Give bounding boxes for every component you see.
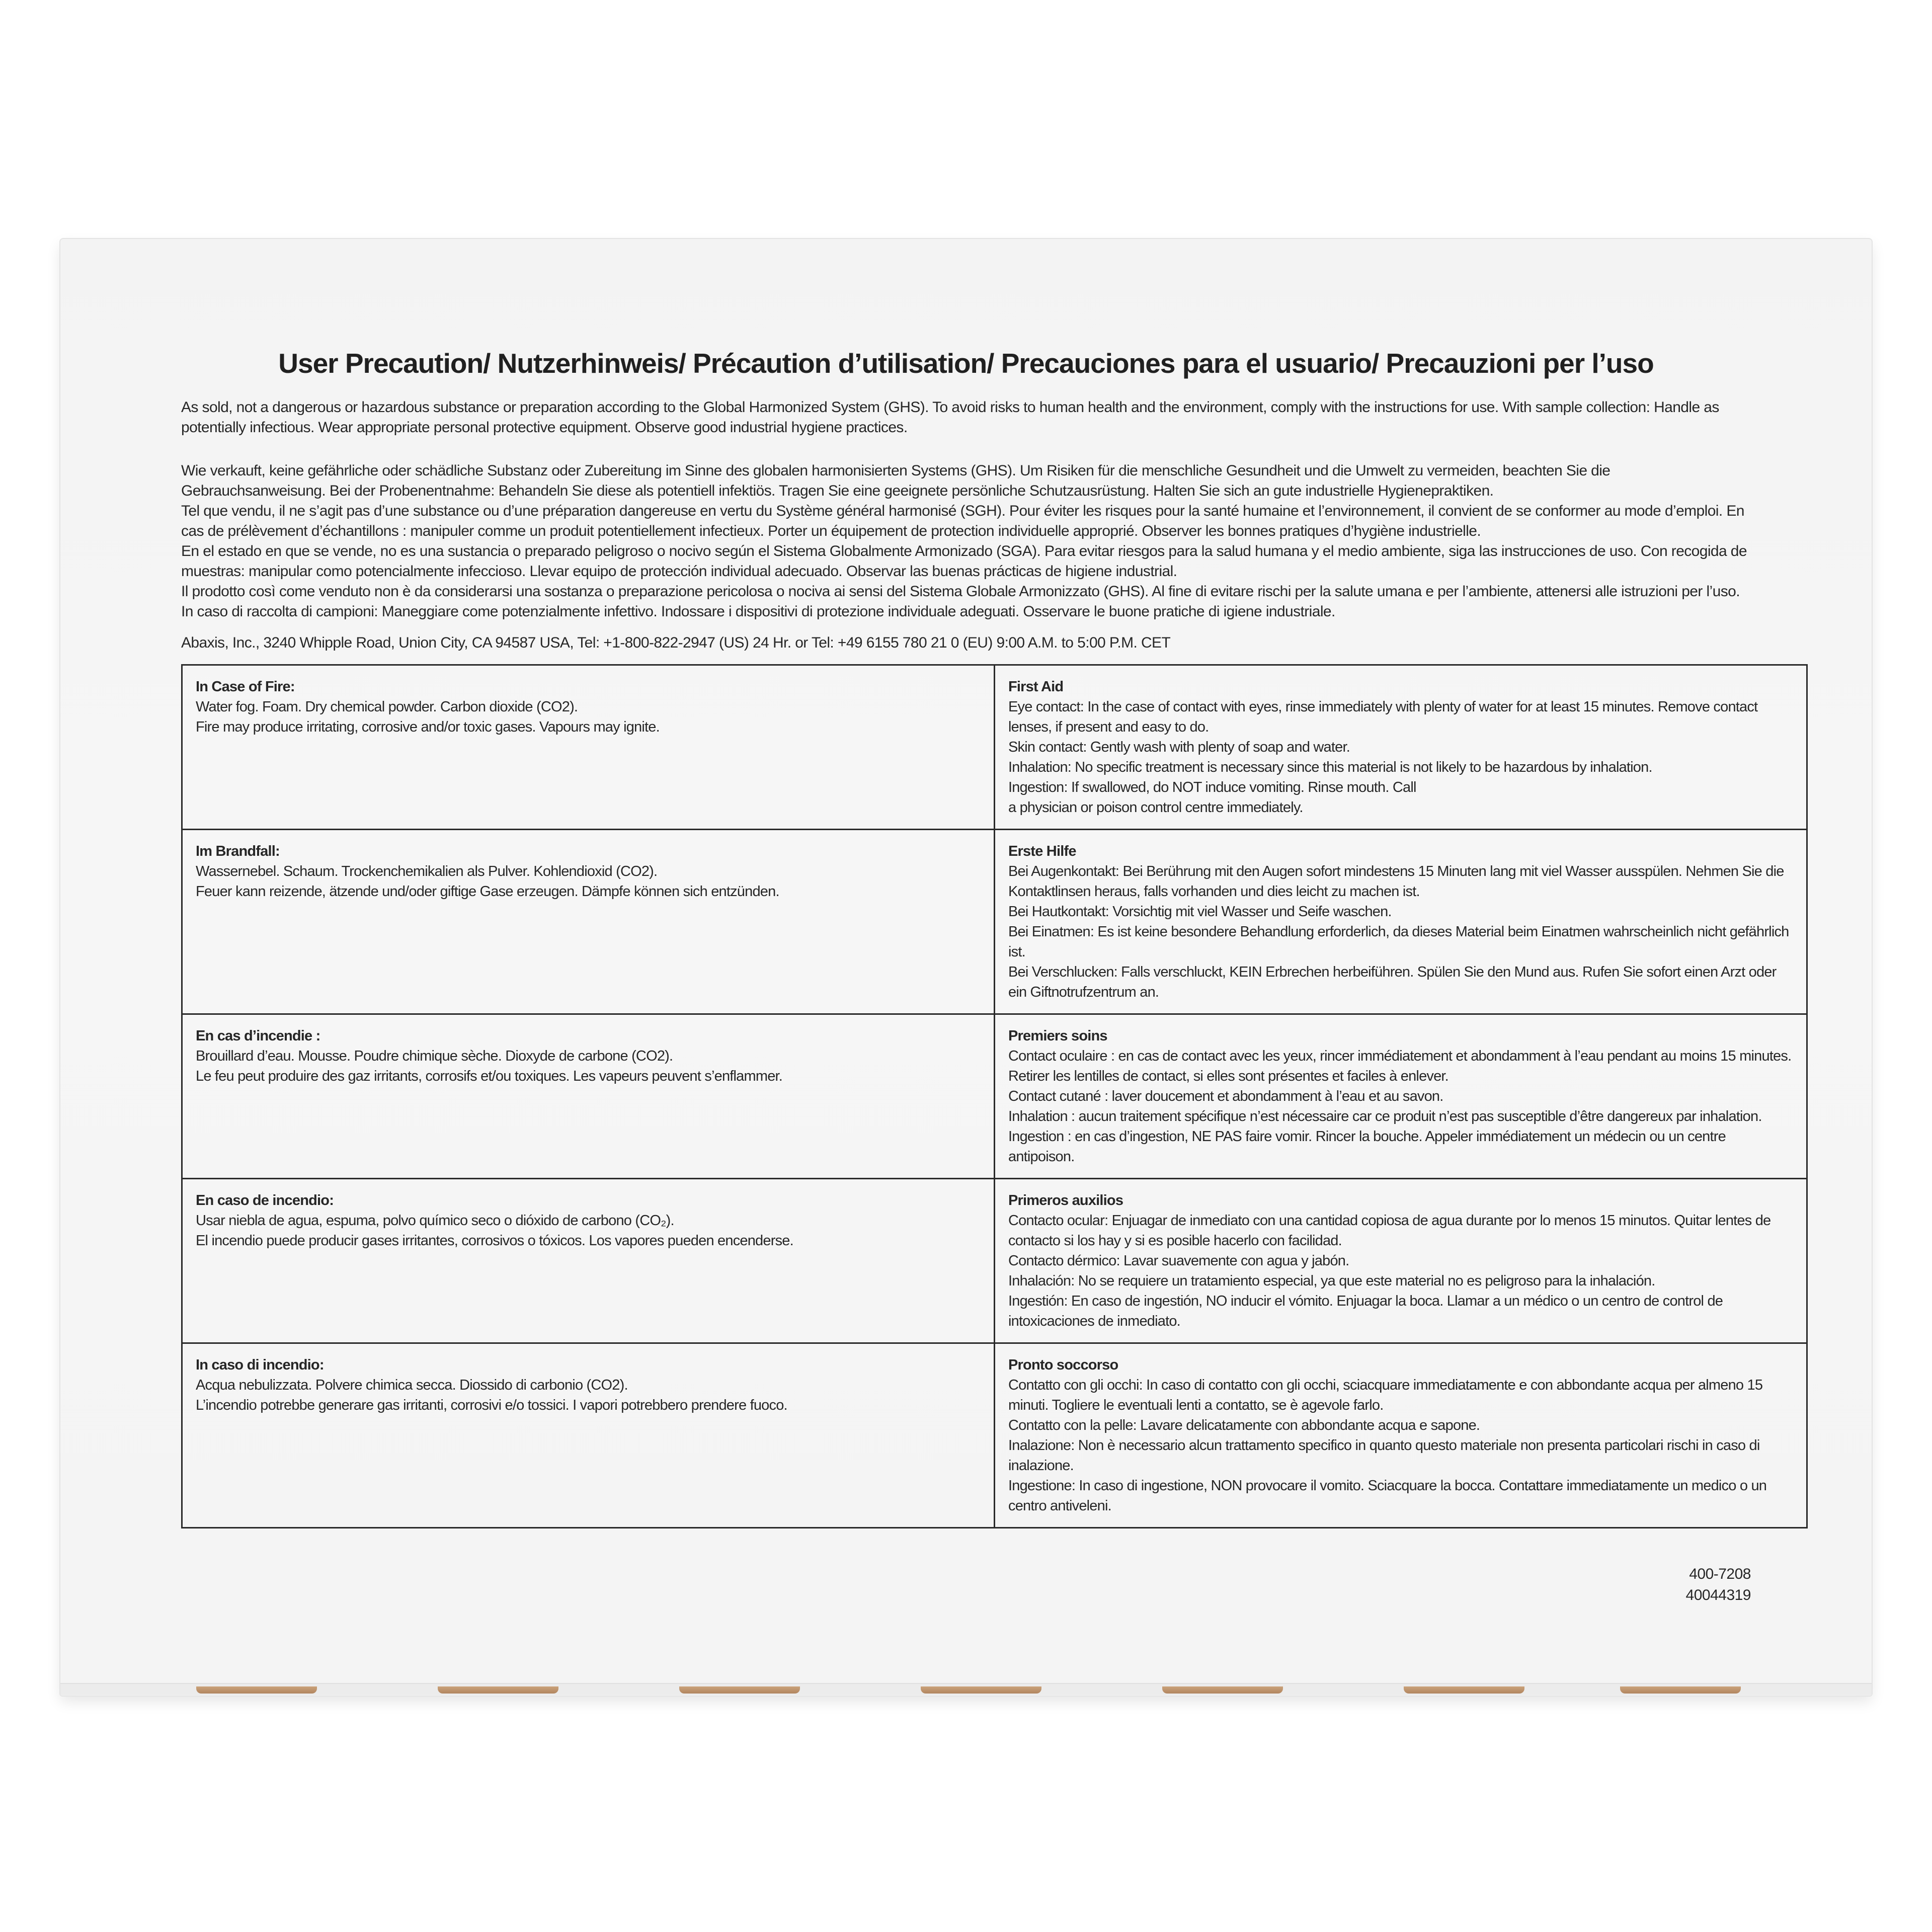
fire-cell — [182, 665, 995, 830]
intro-en: As sold, not a dangerous or hazardous substance or preparation according to the Global Harmonized System (GHS). To avoid risks to human health and the environment, comply with the instructions for use. With sample collection: Handle as potentially infectious. Wear appropriate personal protective equipment. Observe good industrial hygiene practices. — [181, 399, 1719, 436]
safety-table — [181, 664, 1808, 1528]
first-aid-heading: Premiers soins — [1008, 1028, 1107, 1044]
first-aid-line: Inalazione: Non è necessario alcun trattamento specifico in quanto questo materiale non presenta particolari rischi in caso di inalazione. — [1008, 1437, 1760, 1474]
fire-heading: In Case of Fire: — [196, 679, 295, 695]
intro-es: En el estado en que se vende, no es una sustancia o preparado peligroso o nocivo según el Sistema Globalmente Armonizado (SGA). Para evitar riesgos para la salud humana y el medio ambiente, siga las instrucciones de uso. Con recogida de muestras: manipular como potencialmente infeccioso. Llevar equipo de protección individual adecuado. Observar las buenas prácticas de higiene industrial. — [181, 543, 1747, 580]
intro-it: Il prodotto così come venduto non è da considerarsi una sostanza o preparazione pericolosa o nociva ai sensi del Sistema Globale Armonizzato (GHS). Al fine di evitare rischi per la salute umana e per l’ambiente, attenersi alle istruzioni per l’uso. In caso di raccolta di campioni: Maneggiare come potenzialmente infettivo. Indossare i dispositivi di protezione individuale adeguati. Osservare le buone pratiche di igiene industriale. — [181, 583, 1740, 620]
fire-heading: Im Brandfall: — [196, 843, 280, 859]
carton-tab — [1620, 1686, 1741, 1694]
intro-fr: Tel que vendu, il ne s’agit pas d’une substance ou d’une préparation dangereuse en vertu du Système général harmonisé (SGH). Pour éviter les risques pour la santé humaine et l’environnement, il convient de se conformer au mode d’emploi. En cas de prélèvement d’échantillons : manipuler comme un produit potentiellement infectieux. Porter un équipement de protection individuelle approprié. Observer les bonnes pratiques d’hygiène industrielle. — [181, 503, 1744, 539]
table-row — [182, 1179, 1807, 1343]
table-row — [182, 1343, 1807, 1528]
fire-line: Brouillard d’eau. Mousse. Poudre chimique sèche. Dioxyde de carbone (CO2). — [196, 1048, 673, 1064]
first-aid-cell — [995, 830, 1807, 1014]
carton-tab — [921, 1686, 1041, 1694]
label-content — [181, 347, 1792, 1528]
fire-line: Wassernebel. Schaum. Trockenchemikalien als Pulver. Kohlendioxid (CO2). — [196, 863, 658, 879]
fire-heading: In caso di incendio: — [196, 1357, 324, 1373]
carton-tab — [196, 1686, 317, 1694]
first-aid-cell — [995, 1179, 1807, 1343]
first-aid-line: Bei Einatmen: Es ist keine besondere Behandlung erforderlich, da dieses Material beim Einatmen wahrscheinlich nicht gefährlich ist. — [1008, 924, 1789, 960]
carton-tab — [438, 1686, 558, 1694]
first-aid-line: Inhalation : aucun traitement spécifique n’est nécessaire car ce produit n’est pas susceptible d’être dangereux par inhalation. — [1008, 1108, 1762, 1124]
first-aid-line: Contacto dérmico: Lavar suavemente con agua y jabón. — [1008, 1253, 1349, 1269]
fire-line: Feuer kann reizende, ätzende und/oder giftige Gase erzeugen. Dämpfe können sich entzünden. — [196, 883, 779, 900]
first-aid-line: Bei Hautkontakt: Vorsichtig mit viel Wasser und Seife waschen. — [1008, 904, 1392, 920]
fire-cell — [182, 1343, 995, 1528]
first-aid-line: Contatto con gli occhi: In caso di contatto con gli occhi, sciacquare immediatamente e con abbondante acqua per almeno 15 minuti. Togliere le eventuali lenti a contatto, se è agevole farlo. — [1008, 1377, 1763, 1413]
fire-line: Water fog. Foam. Dry chemical powder. Carbon dioxide (CO2). — [196, 699, 578, 715]
first-aid-line: a physician or poison control centre immediately. — [1008, 799, 1303, 816]
first-aid-line: Inhalation: No specific treatment is necessary since this material is not likely to be hazardous by inhalation. — [1008, 759, 1652, 775]
carton-tab — [679, 1686, 800, 1694]
first-aid-heading: Pronto soccorso — [1008, 1357, 1118, 1373]
fire-line: Usar niebla de agua, espuma, polvo químico seco o dióxido de carbono (CO₂). — [196, 1213, 674, 1229]
first-aid-line: Inhalación: No se requiere un tratamiento especial, ya que este material no es peligroso para la inhalación. — [1008, 1273, 1655, 1289]
fire-cell — [182, 1014, 995, 1179]
fire-line: El incendio puede producir gases irritantes, corrosivos o tóxicos. Los vapores pueden encenderse. — [196, 1233, 793, 1249]
first-aid-line: Ingestione: In caso di ingestione, NON provocare il vomito. Sciacquare la bocca. Contattare immediatamente un medico o un centro antiveleni. — [1008, 1478, 1767, 1514]
first-aid-line: Bei Augenkontakt: Bei Berührung mit den Augen sofort mindestens 15 Minuten lang mit viel Wasser ausspülen. Nehmen Sie die Kontaktlinsen heraus, falls vorhanden und dies leicht zu machen ist. — [1008, 863, 1784, 900]
table-row — [182, 1014, 1807, 1179]
fire-cell — [182, 1179, 995, 1343]
first-aid-heading: Erste Hilfe — [1008, 843, 1076, 859]
first-aid-line: Bei Verschlucken: Falls verschluckt, KEIN Erbrechen herbeiführen. Spülen Sie den Mund aus. Rufen Sie sofort einen Arzt oder ein Giftnotrufzentrum an. — [1008, 964, 1777, 1000]
fire-heading: En cas d’incendie : — [196, 1028, 320, 1044]
first-aid-cell — [995, 1014, 1807, 1179]
first-aid-line: Ingestión: En caso de ingestión, NO inducir el vómito. Enjuagar la boca. Llamar a un médico o un centro de control de intoxicaciones de inmediato. — [1008, 1293, 1723, 1329]
first-aid-line: Contact oculaire : en cas de contact avec les yeux, rincer immédiatement et abondamment à l’eau pendant au moins 15 minutes. Retirer les lentilles de contact, si elles sont présentes et faciles à enlever. — [1008, 1048, 1792, 1084]
page-title: User Precaution/ Nutzerhinweis/ Précaution d’utilisation/ Precauciones para el usuario/ Precauzioni per l’uso — [278, 348, 1654, 379]
first-aid-line: Contact cutané : laver doucement et abondamment à l’eau et au savon. — [1008, 1088, 1443, 1104]
first-aid-cell — [995, 665, 1807, 830]
first-aid-line: Contatto con la pelle: Lavare delicatamente con abbondante acqua e sapone. — [1008, 1417, 1480, 1433]
company-address: Abaxis, Inc., 3240 Whipple Road, Union City, CA 94587 USA, Tel: +1-800-822-2947 (US) 24 Hr. or Tel: +49 6155 780 21 0 (EU) 9:00 A.M. to 5:00 P.M. CET — [181, 634, 1171, 651]
fire-line: Le feu peut produire des gaz irritants, corrosifs et/ou toxiques. Les vapeurs peuvent s’enflammer. — [196, 1068, 783, 1084]
first-aid-line: Contacto ocular: Enjuagar de inmediato con una cantidad copiosa de agua durante por lo menos 15 minutos. Quitar lentes de contacto si los hay y si es posible hacerlo con facilidad. — [1008, 1213, 1771, 1249]
first-aid-line: Ingestion : en cas d’ingestion, NE PAS faire vomir. Rincer la bouche. Appeler immédiatement un médecin ou un centre antipoison. — [1008, 1129, 1726, 1165]
fire-cell — [182, 830, 995, 1014]
first-aid-cell — [995, 1343, 1807, 1528]
intro-de: Wie verkauft, keine gefährliche oder schädliche Substanz oder Zubereitung im Sinne des globalen harmonisierten Systems (GHS). Um Risiken für die menschliche Gesundheit und die Umwelt zu vermeiden, beachten Sie die Gebrauchsanweisung. Bei der Probenentnahme: Behandeln Sie diese als potentiell infektiös. Tragen Sie eine geeignete persönliche Schutzausrüstung. Halten Sie sich an gute industrielle Hygienepraktiken. — [181, 462, 1611, 499]
fire-heading: En caso de incendio: — [196, 1192, 334, 1209]
table-row — [182, 830, 1807, 1014]
first-aid-heading: First Aid — [1008, 679, 1064, 695]
fire-line: Acqua nebulizzata. Polvere chimica secca. Diossido di carbonio (CO2). — [196, 1377, 628, 1393]
code-line: 40044319 — [1685, 1587, 1751, 1603]
first-aid-line: Ingestion: If swallowed, do NOT induce vomiting. Rinse mouth. Call — [1008, 779, 1416, 795]
fire-line: L’incendio potrebbe generare gas irritanti, corrosivi e/o tossici. I vapori potrebbero prendere fuoco. — [196, 1397, 787, 1413]
table-row — [182, 665, 1807, 830]
fire-line: Fire may produce irritating, corrosive and/or toxic gases. Vapours may ignite. — [196, 719, 660, 735]
code-line: 400-7208 — [1689, 1566, 1751, 1582]
carton-tab — [1404, 1686, 1524, 1694]
carton-tab — [1162, 1686, 1283, 1694]
first-aid-line: Eye contact: In the case of contact with eyes, rinse immediately with plenty of water for at least 15 minutes. Remove contact lenses, if present and easy to do. — [1008, 699, 1758, 735]
product-codes — [1686, 1564, 1751, 1606]
first-aid-line: Skin contact: Gently wash with plenty of soap and water. — [1008, 739, 1350, 755]
first-aid-heading: Primeros auxilios — [1008, 1192, 1123, 1209]
